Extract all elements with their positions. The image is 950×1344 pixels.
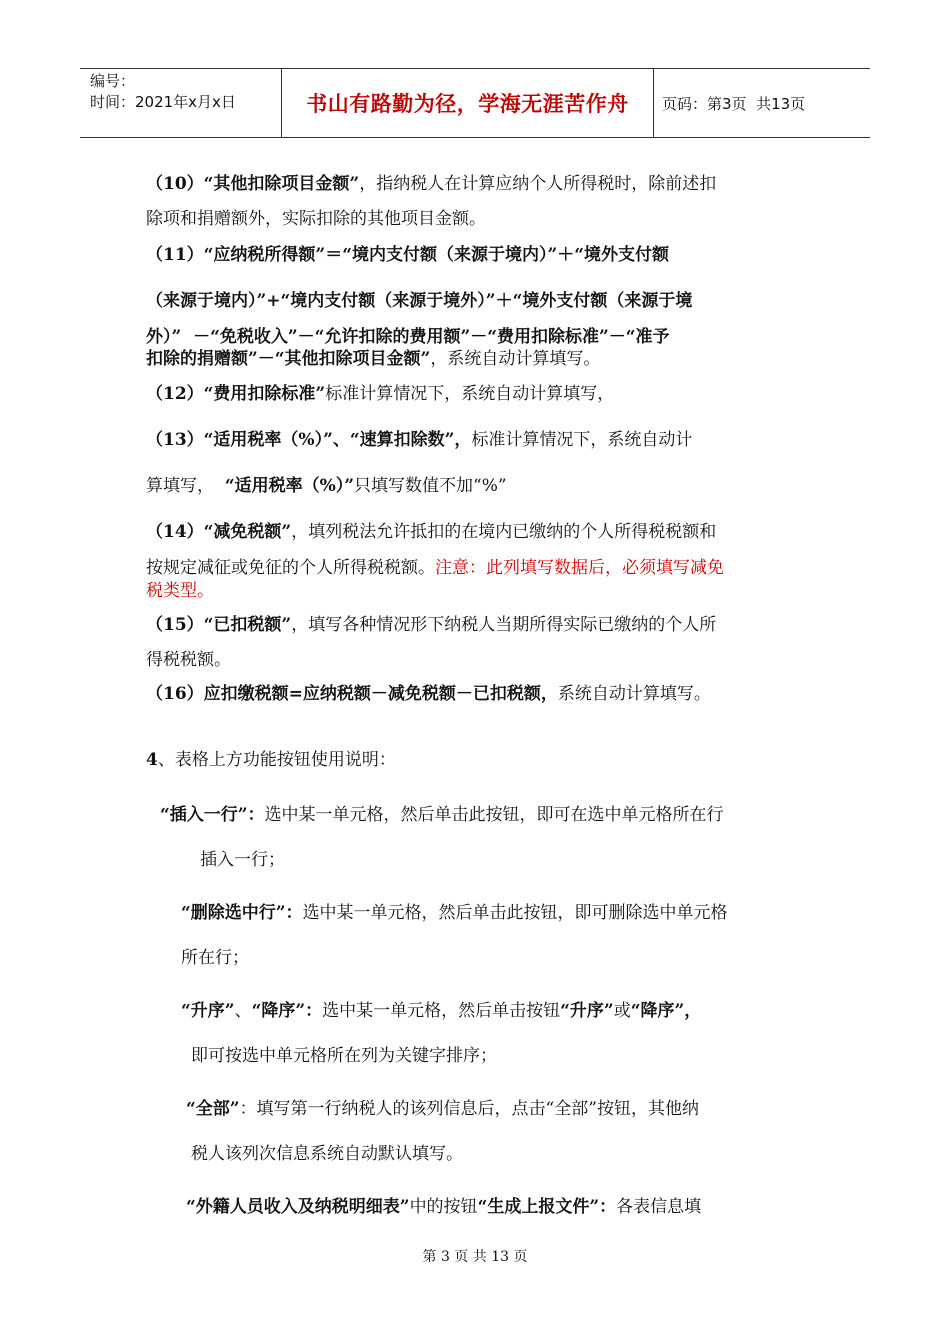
text-run: “删除选中行”： [181,903,303,923]
text-run: 各表信息填 [616,1197,702,1217]
text-run: 插入一行； [200,850,285,870]
text-line [200,848,285,872]
text-run: （16）应扣缴税额=应纳税额－减免税额－已扣税额， [146,684,558,704]
text-run: 、表格上方功能按钮使用说明： [157,750,396,770]
text-run: （来源于境内）”+“境内支付额（来源于境外）”＋“境外支付额（来源于境 [146,291,693,311]
text-line [146,172,716,196]
text-run: 、 [234,1001,252,1021]
text-line [181,999,701,1023]
text-run: “升序” [181,1001,235,1021]
text-run: “适用税率（%）” [224,476,355,496]
text-run: ，指纳税人在计算应纳个人所得税时，除前述扣 [359,174,717,194]
text-run: 系统自动计算填写。 [557,684,711,704]
text-run: 标准计算情况下，系统自动计算填写， [325,384,615,404]
header-motto: 书山有路勤为径，学海无涯苦作舟 [282,69,654,137]
text-line [181,901,728,925]
text-line [181,946,249,970]
text-run: （10）“其他扣除项目金额” [146,174,360,194]
text-line [146,648,231,672]
text-line [160,803,724,827]
text-run: 算填写， [146,476,225,496]
text-run: ，系统自动计算填写。 [430,349,601,369]
text-run: “插入一行”： [160,805,265,825]
text-line [146,207,486,231]
text-run: “外籍人员收入及纳税明细表” [186,1197,410,1217]
text-line [186,1097,699,1121]
header-page-info: 页码：第3页 共13页 [662,94,806,113]
text-run: 扣除的捐赠额”－“其他扣除项目金额” [146,349,431,369]
text-run: “降序”： [251,1001,323,1021]
text-line [146,382,614,406]
text-run: “降序”， [630,1001,702,1021]
text-line [191,1142,463,1166]
text-run: ，填写各种情况形下纳税人当期所得实际已缴纳的个人所 [291,615,717,635]
text-run: 或 [613,1001,631,1021]
text-line [146,243,669,267]
text-run: ，填列税法允许抵扣的在境内已缴纳的个人所得税税额和 [291,522,717,542]
text-run: 选中某一单元格，然后单击此按钮，即可在选中单元格所在行 [264,805,724,825]
text-run: 除项和捐赠额外，实际扣除的其他项目金额。 [146,209,486,229]
text-line [146,613,716,637]
text-run: 税类型。 [146,581,214,601]
text-run: （13）“适用税率（%）”、“速算扣除数”， [146,430,472,450]
text-line [146,474,507,498]
text-run: 4 [146,750,158,770]
text-run: （11）“应纳税所得额”＝“境内支付额（来源于境内）”＋“境外支付额 [146,245,670,265]
text-run: 注意：此列填写数据后，必须填写减免 [435,558,724,578]
text-run: 选中某一单元格，然后单击按钮 [322,1001,561,1021]
text-run: （14）“减免税额” [146,522,292,542]
text-line [146,289,692,313]
header-page-info-cell [654,69,870,137]
page-footer: 第 3 页 共 13 页 [422,1249,528,1265]
text-line [191,1044,497,1068]
text-run: “全部” [186,1099,240,1119]
text-run: 税人该列次信息系统自动默认填写。 [191,1144,463,1164]
text-line [146,682,711,706]
text-line [146,748,396,772]
text-run: 只填写数值不加“%” [354,476,507,496]
page-header [80,68,870,138]
text-run: 按规定减征或免征的个人所得税税额。 [146,558,435,578]
text-line [186,1195,701,1219]
text-run: 即可按选中单元格所在列为关键字排序； [191,1046,497,1066]
text-run: ：填写第一行纳税人的该列信息后，点击“全部”按钮，其他纳 [239,1099,699,1119]
text-run: 标准计算情况下，系统自动计 [471,430,693,450]
header-info-cell [80,69,282,137]
text-line [146,579,214,603]
text-line [146,556,724,580]
text-run: 得税税额。 [146,650,231,670]
text-line [146,520,716,544]
text-run: 所在行； [181,948,249,968]
document-number-label: 编号： [90,72,136,90]
text-line [146,428,692,452]
text-run: 中的按钮 [409,1197,478,1217]
text-line [146,325,670,349]
text-run: “生成上报文件”： [477,1197,617,1217]
text-run: 选中某一单元格，然后单击此按钮，即可删除选中单元格 [302,903,728,923]
text-run: 外）” －“免税收入”－“允许扣除的费用额”－“费用扣除标准”－“准予 [146,327,670,347]
text-run: “升序” [560,1001,614,1021]
text-line [146,347,600,371]
text-run: （12）“费用扣除标准” [146,384,326,404]
document-time-label: 时间：2021年x月x日 [90,93,236,111]
text-run: （15）“已扣税额” [146,615,292,635]
